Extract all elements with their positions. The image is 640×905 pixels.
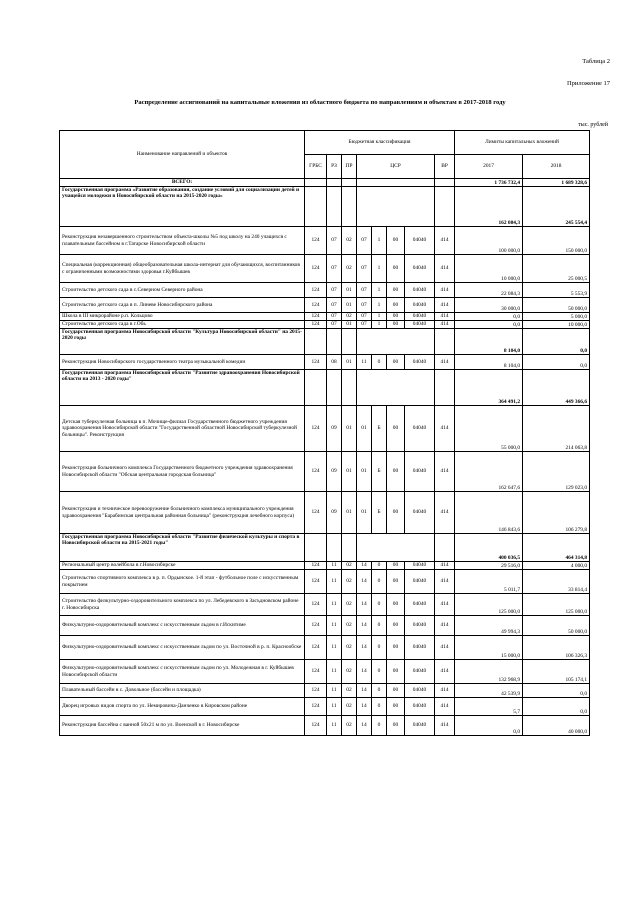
vr-cell: 414 [435, 660, 455, 684]
grbs-cell: 124 [305, 636, 327, 660]
vr-cell: 414 [435, 716, 455, 736]
value-2018: 40 000,0 [523, 716, 590, 736]
grbs-cell: 124 [305, 684, 327, 698]
pr-cell [342, 179, 357, 187]
pr-cell: 01 [342, 492, 357, 534]
pr-cell: 02 [342, 227, 357, 255]
csr-cell [357, 187, 435, 227]
pr-cell: 01 [342, 298, 357, 313]
csr-cell: 04040 [405, 283, 435, 298]
csr-cell: 04040 [405, 227, 435, 255]
program-row [60, 187, 590, 227]
rz-cell: 09 [327, 406, 342, 452]
csr-cell: 0 [372, 684, 387, 698]
vr-cell [435, 187, 455, 227]
object-name: Строительство детского сада в п. Линеве Новосибирского района [60, 298, 305, 313]
table-row [60, 636, 590, 660]
vr-cell: 414 [435, 283, 455, 298]
value-2018: 5 553,9 [523, 283, 590, 298]
grbs-cell: 124 [305, 616, 327, 636]
csr-cell: 07 [357, 255, 372, 283]
grbs-cell: 124 [305, 227, 327, 255]
pr-cell: 02 [342, 570, 357, 594]
table-body [60, 179, 590, 736]
csr-cell: 00 [387, 684, 405, 698]
csr-cell: 00 [387, 227, 405, 255]
csr-cell: 14 [357, 698, 372, 716]
pr-cell: 02 [342, 616, 357, 636]
table-row [60, 406, 590, 452]
rz-cell [327, 187, 342, 227]
vr-cell [435, 370, 455, 406]
grbs-cell: 124 [305, 313, 327, 321]
object-name: Реконструкция больничного комплекса Государственного бюджетного учреждения здравоохранения Новосибирской области "Обская центральная городская больница" [60, 452, 305, 492]
value-2017: 400 036,5 [455, 534, 523, 562]
csr-cell: Б [372, 452, 387, 492]
csr-cell: 04040 [405, 660, 435, 684]
value-2017: 30 000,0 [455, 298, 523, 313]
rz-cell [327, 534, 342, 562]
csr-cell: 00 [387, 716, 405, 736]
column-header-name: Наименование направлений и объектов [60, 131, 305, 179]
rz-cell [327, 370, 342, 406]
csr-cell [357, 329, 435, 355]
csr-cell: 1 [372, 321, 387, 329]
pr-cell: 01 [342, 452, 357, 492]
csr-cell: 04040 [405, 355, 435, 370]
rz-cell: 09 [327, 452, 342, 492]
object-name: Строительство спортивного комплекса в р. п. Ордынское. 1-й этап - футбольное поле с искусственным покрытием [60, 570, 305, 594]
csr-cell: 00 [387, 406, 405, 452]
value-2017: 0,0 [455, 313, 523, 321]
object-name: Строительство детского сада в с.Северном Северного района [60, 283, 305, 298]
table-row [60, 298, 590, 313]
csr-cell: 14 [357, 660, 372, 684]
grbs-cell: 124 [305, 255, 327, 283]
csr-cell: 0 [372, 698, 387, 716]
rz-cell: 07 [327, 321, 342, 329]
value-2017: 132 968,9 [455, 660, 523, 684]
rz-cell: 11 [327, 698, 342, 716]
rz-cell: 09 [327, 492, 342, 534]
csr-cell: 04040 [405, 716, 435, 736]
table-row [60, 452, 590, 492]
object-name: Государственная программа Новосибирской области "Развитие физической культуры и спорта в Новосибирской области на 2015-2021 годы" [60, 534, 305, 562]
object-name: Государственная программа Новосибирской области "Развитие здравоохранения Новосибирской области на 2013 - 2020 годы" [60, 370, 305, 406]
grbs-cell: 124 [305, 570, 327, 594]
grbs-cell: 124 [305, 452, 327, 492]
rz-cell: 08 [327, 355, 342, 370]
csr-cell: 0 [372, 570, 387, 594]
csr-cell: 00 [387, 313, 405, 321]
rz-cell: 11 [327, 684, 342, 698]
value-2018: 4 000,0 [523, 562, 590, 570]
column-header-budget-class: Бюджетная классификация [305, 131, 455, 155]
csr-cell: 04040 [405, 636, 435, 660]
value-2017: 49 994,3 [455, 616, 523, 636]
value-2018: 0,0 [523, 698, 590, 716]
program-row [60, 534, 590, 562]
object-name: Школа в III микрорайоне р.п. Кольцово [60, 313, 305, 321]
value-2017: 10 000,0 [455, 255, 523, 283]
rz-cell: 07 [327, 227, 342, 255]
csr-cell: 00 [387, 562, 405, 570]
csr-cell: 00 [387, 616, 405, 636]
value-2018: 106 279,8 [523, 492, 590, 534]
value-2017: 42 539,9 [455, 684, 523, 698]
pr-cell [342, 187, 357, 227]
grbs-cell: 124 [305, 594, 327, 616]
column-header-vr: ВР [435, 155, 455, 179]
vr-cell: 414 [435, 636, 455, 660]
value-2018: 50 000,0 [523, 616, 590, 636]
table-row [60, 716, 590, 736]
grbs-cell: 124 [305, 321, 327, 329]
csr-cell: 00 [387, 660, 405, 684]
table-row [60, 227, 590, 255]
csr-cell: 00 [387, 321, 405, 329]
csr-cell: 00 [387, 283, 405, 298]
csr-cell: 04040 [405, 298, 435, 313]
csr-cell: 00 [387, 698, 405, 716]
pr-cell [342, 370, 357, 406]
appendix-label: Приложение 17 [566, 80, 610, 87]
value-2017: 146 843,6 [455, 492, 523, 534]
vr-cell: 414 [435, 570, 455, 594]
column-header-2018: 2018 [523, 155, 590, 179]
pr-cell [342, 534, 357, 562]
csr-cell: 04040 [405, 562, 435, 570]
value-2018: 5 000,0 [523, 313, 590, 321]
table-row [60, 313, 590, 321]
csr-cell: 1 [372, 313, 387, 321]
object-name: Реконструкция и техническое перевооружение больничного комплекса муниципального учреждения здравоохранения "Барабинская центральная районная больница" (реконструкция лечебного корпуса) [60, 492, 305, 534]
value-2017: 364 491,2 [455, 370, 523, 406]
value-2018: 0,0 [523, 355, 590, 370]
csr-cell: 04040 [405, 452, 435, 492]
value-2018: 10 000,0 [523, 321, 590, 329]
value-2017: 125 000,0 [455, 594, 523, 616]
value-2018: 33 814,4 [523, 570, 590, 594]
value-2017: 0,0 [455, 716, 523, 736]
document-title: Распределение ассигнований на капитальные вложения из областного бюджета по направлениям и объектам в 2017-2018 году [134, 99, 506, 106]
csr-cell: 04040 [405, 616, 435, 636]
csr-cell: 1 [372, 283, 387, 298]
object-name: Строительство детского сада в г.Обь [60, 321, 305, 329]
table-label: Таблица 2 [582, 58, 610, 65]
csr-cell: 14 [357, 570, 372, 594]
table-row [60, 594, 590, 616]
rz-cell: 11 [327, 570, 342, 594]
rz-cell: 11 [327, 594, 342, 616]
value-2018: 129 023,0 [523, 452, 590, 492]
csr-cell: 00 [387, 594, 405, 616]
csr-cell: 14 [357, 716, 372, 736]
vr-cell: 414 [435, 321, 455, 329]
csr-cell: 11 [357, 355, 372, 370]
csr-cell: 07 [357, 321, 372, 329]
csr-cell: 07 [357, 227, 372, 255]
csr-cell: Б [372, 406, 387, 452]
csr-cell: 00 [387, 636, 405, 660]
table-row [60, 355, 590, 370]
object-name: Региональный центр волейбола в г.Новосибирске [60, 562, 305, 570]
column-header-rz: РЗ [327, 155, 342, 179]
csr-cell: 00 [387, 492, 405, 534]
vr-cell: 414 [435, 616, 455, 636]
object-name: Специальная (коррекционная) общеобразовательная школа-интернат для обучающихся, воспитанников с ограниченными возможностями здоровья г.Куйбышев [60, 255, 305, 283]
object-name: Реконструкция незавершенного строительством объекта-школы №5 под школу на 240 учащихся с плавательным бассейном в г.Татарске Новосибирской области [60, 227, 305, 255]
pr-cell: 02 [342, 716, 357, 736]
grbs-cell: 124 [305, 716, 327, 736]
grbs-cell: 124 [305, 492, 327, 534]
csr-cell: 0 [372, 660, 387, 684]
column-header-csr: ЦСР [357, 155, 435, 179]
csr-cell: 14 [357, 684, 372, 698]
csr-cell: 01 [357, 452, 372, 492]
object-name: Дворец игровых видов спорта по ул. Немировича-Данченко в Кировском районе [60, 698, 305, 716]
csr-cell: 14 [357, 594, 372, 616]
value-2017: 5 011,7 [455, 570, 523, 594]
grbs-cell: 124 [305, 660, 327, 684]
value-2018: 449 366,6 [523, 370, 590, 406]
vr-cell: 414 [435, 492, 455, 534]
table-row [60, 283, 590, 298]
csr-cell: Б [372, 492, 387, 534]
csr-cell: 04040 [405, 594, 435, 616]
csr-cell: 00 [387, 452, 405, 492]
pr-cell: 02 [342, 313, 357, 321]
table-row [60, 698, 590, 716]
value-2017: 100 000,0 [455, 227, 523, 255]
csr-cell: 14 [357, 562, 372, 570]
vr-cell: 414 [435, 227, 455, 255]
csr-cell: 0 [372, 636, 387, 660]
csr-cell [357, 534, 435, 562]
csr-cell: 04040 [405, 406, 435, 452]
column-header-pr: ПР [342, 155, 357, 179]
table-row [60, 492, 590, 534]
value-2017: 29 516,0 [455, 562, 523, 570]
vr-cell [435, 329, 455, 355]
column-header-2017: 2017 [455, 155, 523, 179]
grbs-cell: 124 [305, 298, 327, 313]
table-row [60, 616, 590, 636]
object-name: Реконструкция бассейна с ванной 50x21 м по ул. Военской в г. Новосибирске [60, 716, 305, 736]
column-header-grbs: ГРБС [305, 155, 327, 179]
pr-cell: 02 [342, 594, 357, 616]
grbs-cell: 124 [305, 283, 327, 298]
csr-cell: 07 [357, 298, 372, 313]
csr-cell: 01 [357, 492, 372, 534]
allocation-table [59, 130, 590, 736]
csr-cell: 07 [357, 283, 372, 298]
rz-cell: 11 [327, 660, 342, 684]
value-2018: 0,0 [523, 684, 590, 698]
grbs-cell: 124 [305, 698, 327, 716]
grbs-cell: 124 [305, 562, 327, 570]
table-row [60, 321, 590, 329]
vr-cell: 414 [435, 298, 455, 313]
value-2018: 50 000,0 [523, 298, 590, 313]
csr-cell: 1 [372, 298, 387, 313]
csr-cell: 04040 [405, 255, 435, 283]
grbs-cell [305, 187, 327, 227]
object-name: Государственная программа «Развитие образования, создание условий для социализации детей и учащейся молодежи в Новосибирской области на 2015-2020 годы» [60, 187, 305, 227]
pr-cell: 02 [342, 698, 357, 716]
csr-cell: 00 [387, 355, 405, 370]
grbs-cell [305, 370, 327, 406]
value-2018: 214 063,8 [523, 406, 590, 452]
rz-cell: 07 [327, 313, 342, 321]
grbs-cell: 124 [305, 355, 327, 370]
vr-cell: 414 [435, 684, 455, 698]
pr-cell: 01 [342, 321, 357, 329]
csr-cell: 04040 [405, 570, 435, 594]
csr-cell [357, 370, 435, 406]
vr-cell: 414 [435, 255, 455, 283]
grbs-cell [305, 179, 327, 187]
vr-cell: 414 [435, 698, 455, 716]
rz-cell [327, 329, 342, 355]
csr-cell [357, 179, 435, 187]
table-row [60, 684, 590, 698]
pr-cell: 02 [342, 684, 357, 698]
object-name: ВСЕГО: [60, 179, 305, 187]
rz-cell: 07 [327, 255, 342, 283]
csr-cell: 01 [357, 406, 372, 452]
pr-cell: 02 [342, 255, 357, 283]
vr-cell [435, 534, 455, 562]
csr-cell: 0 [372, 355, 387, 370]
csr-cell: 0 [372, 562, 387, 570]
pr-cell: 01 [342, 355, 357, 370]
pr-cell: 01 [342, 283, 357, 298]
csr-cell: 04040 [405, 684, 435, 698]
program-row [60, 370, 590, 406]
csr-cell: 1 [372, 227, 387, 255]
object-name: Реконструкция Новосибирского государственного театра музыкальной комедии [60, 355, 305, 370]
csr-cell: 07 [357, 313, 372, 321]
table-row [60, 562, 590, 570]
vr-cell: 414 [435, 594, 455, 616]
vr-cell: 414 [435, 452, 455, 492]
rz-cell: 11 [327, 616, 342, 636]
csr-cell: 0 [372, 716, 387, 736]
vr-cell: 414 [435, 313, 455, 321]
object-name: Строительство физкультурно-оздоровительного комплекса по ул. Лебедевского в Засъдновском районе г. Новосибирска [60, 594, 305, 616]
csr-cell: 0 [372, 594, 387, 616]
csr-cell: 00 [387, 298, 405, 313]
object-name: Физкультурно-оздоровительный комплекс с искусственным льдом по ул. Молодежная в г. Куйбышев Новосибирской области [60, 660, 305, 684]
object-name: Плавательный бассейн в с. Довольное (бассейн и площадка) [60, 684, 305, 698]
table-row [60, 570, 590, 594]
table-row [60, 660, 590, 684]
rz-cell: 11 [327, 716, 342, 736]
pr-cell: 02 [342, 660, 357, 684]
units-label: тыс. рублей [578, 122, 608, 128]
value-2017: 0,0 [455, 321, 523, 329]
csr-cell: 04040 [405, 321, 435, 329]
pr-cell: 02 [342, 562, 357, 570]
rz-cell: 07 [327, 283, 342, 298]
grbs-cell [305, 534, 327, 562]
value-2018: 245 554,4 [523, 187, 590, 227]
value-2018: 0,0 [523, 329, 590, 355]
csr-cell: 14 [357, 636, 372, 660]
total-row [60, 179, 590, 187]
rz-cell [327, 179, 342, 187]
value-2017: 162 084,3 [455, 187, 523, 227]
value-2018: 106 326,3 [523, 636, 590, 660]
value-2017: 22 084,3 [455, 283, 523, 298]
object-name: Государственная программа Новосибирской области "Культура Новосибирской области" на 2015-2020 годы [60, 329, 305, 355]
csr-cell: 04040 [405, 492, 435, 534]
value-2018: 105 174,1 [523, 660, 590, 684]
rz-cell: 11 [327, 636, 342, 660]
vr-cell: 414 [435, 406, 455, 452]
object-name: Физкультурно-оздоровительный комплекс с искусственным льдом по ул. Восточной в р. п. Краснообске [60, 636, 305, 660]
csr-cell: 04040 [405, 313, 435, 321]
value-2018: 125 000,0 [523, 594, 590, 616]
pr-cell: 01 [342, 406, 357, 452]
csr-cell: 00 [387, 255, 405, 283]
value-2018: 150 000,0 [523, 227, 590, 255]
value-2017: 5,7 [455, 698, 523, 716]
table-row [60, 255, 590, 283]
grbs-cell: 124 [305, 406, 327, 452]
vr-cell: 414 [435, 355, 455, 370]
program-row [60, 329, 590, 355]
rz-cell: 07 [327, 298, 342, 313]
value-2018: 25 000,5 [523, 255, 590, 283]
value-2018: 1 689 328,6 [523, 179, 590, 187]
rz-cell: 11 [327, 562, 342, 570]
vr-cell [435, 179, 455, 187]
object-name: Детская туберкулезная больница в п. Мочище-филиал Государственного бюджетного учреждения здравоохранения Новосибирской области "Государственной областной Новосибирской туберкулезной больницы". Реконструкция [60, 406, 305, 452]
pr-cell: 02 [342, 636, 357, 660]
value-2017: 55 000,0 [455, 406, 523, 452]
csr-cell: 0 [372, 616, 387, 636]
value-2017: 8 104,0 [455, 329, 523, 355]
pr-cell [342, 329, 357, 355]
value-2017: 8 104,0 [455, 355, 523, 370]
csr-cell: 1 [372, 255, 387, 283]
csr-cell: 00 [387, 570, 405, 594]
object-name: Физкультурно-оздоровительный комплекс с искусственным льдом в г.Искитиме [60, 616, 305, 636]
value-2018: 464 314,8 [523, 534, 590, 562]
vr-cell: 414 [435, 562, 455, 570]
value-2017: 162 647,6 [455, 452, 523, 492]
value-2017: 1 736 732,4 [455, 179, 523, 187]
column-header-limits: Лимиты капитальных вложений [455, 131, 590, 155]
csr-cell: 04040 [405, 698, 435, 716]
csr-cell: 14 [357, 616, 372, 636]
value-2017: 15 000,0 [455, 636, 523, 660]
grbs-cell [305, 329, 327, 355]
